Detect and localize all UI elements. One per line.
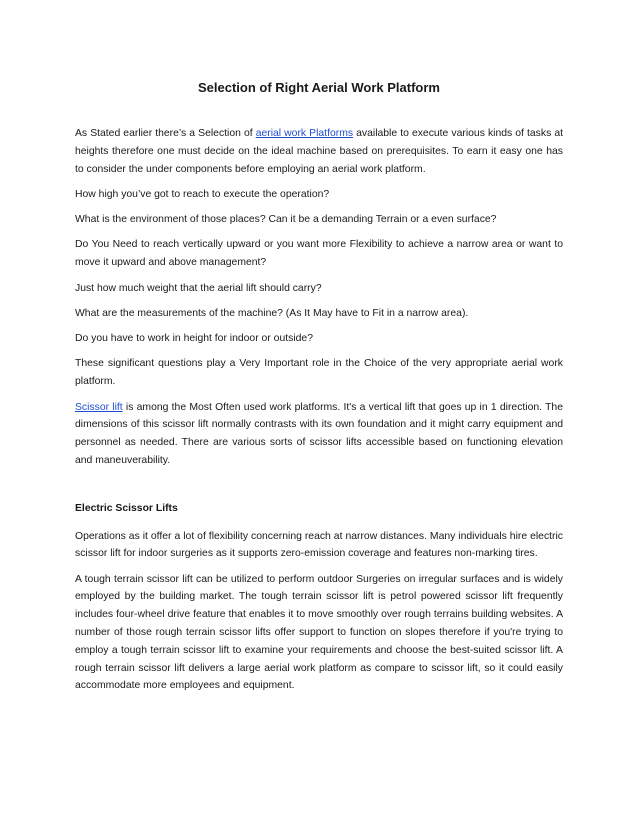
question-weight: Just how much weight that the aerial lift should carry? — [75, 282, 322, 294]
intro-text-after: available to execute various kinds of tasks at heights therefore one must decide on the ideal machine based on prerequisites. To earn it easy one has to consider the under components before employing an aerial work platform. — [75, 128, 563, 175]
document-title: Selection of Right Aerial Work Platform — [198, 80, 440, 95]
question-reach: Do You Need to reach vertically upward or you want more Flexibility to achieve a narrow area or want to move it upward and above management? — [75, 239, 563, 269]
electric-paragraph: Operations as it offer a lot of flexibility concerning reach at narrow distances. Many individuals hire electric scissor lift for indoor surgeries as it supports zero-emission coverage and features non-marking tires. — [75, 530, 563, 560]
significance-paragraph: These significant questions play a Very Important role in the Choice of the very appropriate aerial work platform. — [75, 358, 563, 388]
scissor-lift-paragraph — [75, 399, 563, 470]
document-body — [75, 125, 563, 703]
aerial-work-platforms-link[interactable]: aerial work Platforms — [255, 128, 354, 139]
question-height: How high you’ve got to reach to execute the operation? — [75, 188, 330, 200]
question-environment: What is the environment of those places? Can it be a demanding Terrain or a even surface? — [75, 214, 497, 226]
question-indoor-outdoor: Do you have to work in height for indoor or outside? — [75, 333, 313, 345]
intro-paragraph — [75, 125, 563, 178]
scissor-lift-text: is among the Most Often used work platforms. It's a vertical lift that goes up in 1 direction. The dimensions of this scissor lift normally contrasts with its own foundation and it might carry equipment and personnel as needed. There are various sorts of scissor lifts accessible based on functioning elevation and maneuverability. — [75, 401, 563, 466]
rough-terrain-paragraph: A tough terrain scissor lift can be utilized to perform outdoor Surgeries on irregular surfaces and is widely employed by the building market. The tough terrain scissor lift is petrol powered scissor lift frequently includes four-wheel drive feature that enables it to move smoothly over rough terrains building websites. A number of those rough terrain scissor lifts offer support to function on slopes therefore if you're trying to employ a tough terrain scissor lift to examine your requirements and choose the best-suited scissor lift. A rough terrain scissor lift delivers a large aerial work platform as compare to scissor lift, so it could easily accommodate more employees and equipment. — [75, 573, 563, 692]
scissor-lift-link[interactable]: Scissor lift — [75, 401, 123, 413]
intro-text-before: As Stated earlier there’s a Selection of — [75, 128, 256, 139]
question-measurements: What are the measurements of the machine? (As It May have to Fit in a narrow area). — [75, 307, 469, 319]
electric-scissor-lifts-heading: Electric Scissor Lifts — [75, 502, 178, 514]
